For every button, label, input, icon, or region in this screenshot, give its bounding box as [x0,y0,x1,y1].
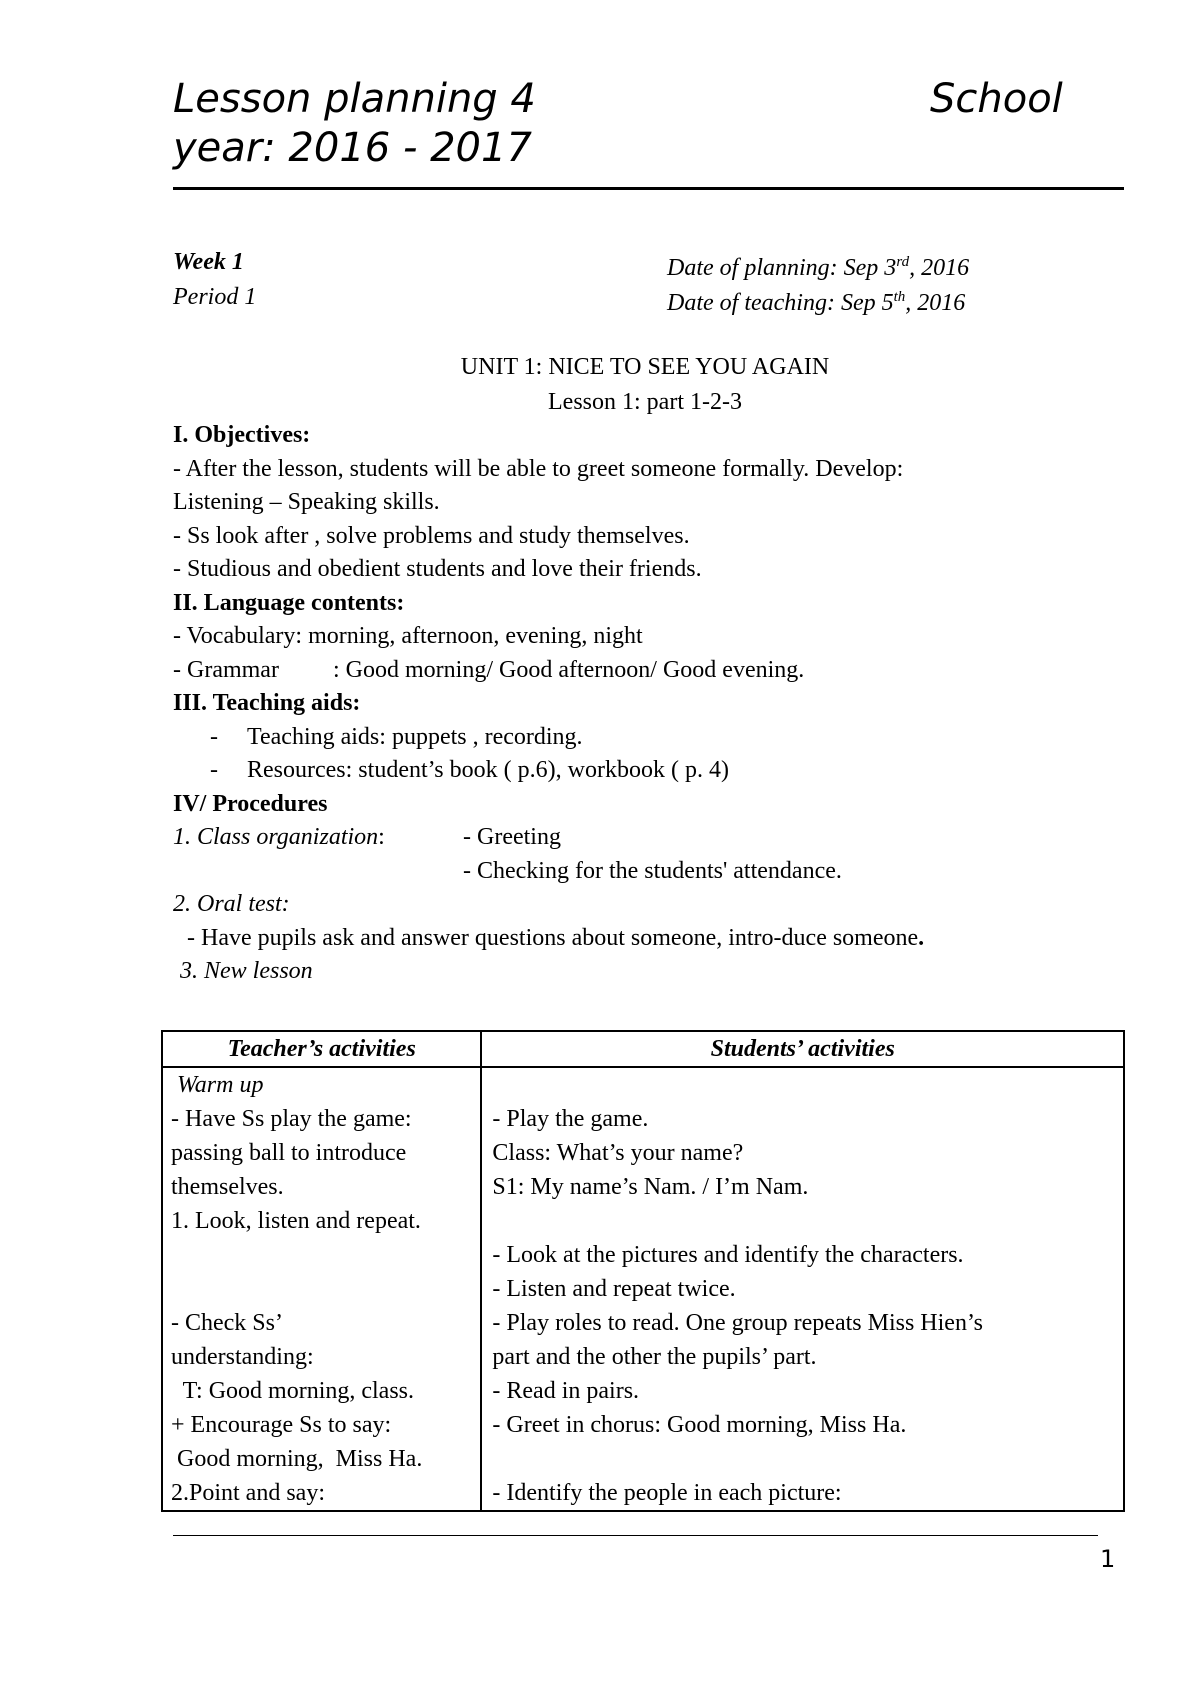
teaching-aid-item: - Teaching aids: puppets , recording. [210,723,583,750]
teacher-line: - Check Ss’ [171,1310,283,1336]
teacher-line: Warm up [171,1072,264,1098]
objective-line: - After the lesson, students will be able to greet someone formally. Develop: [173,455,904,482]
students-activities-cell [481,1067,1124,1511]
teacher-line [171,1272,480,1306]
teacher-activities-cell [162,1067,481,1511]
oral-test-label: 2. Oral test: [173,891,290,917]
activities-table [161,1030,1125,1512]
objective-line: Listening – Speaking skills. [173,489,440,515]
teacher-line: - Have Ss play the game: [171,1106,412,1132]
teacher-line: passing ball to introduce [171,1140,407,1166]
teacher-line: + Encourage Ss to say: [171,1412,392,1438]
table-header-row [162,1031,1124,1067]
objective-line: - Studious and obedient students and love their friends. [173,556,702,582]
student-line: - Look at the pictures and identify the characters. [492,1242,964,1268]
teacher-line: themselves. [171,1174,284,1200]
teacher-line: 2.Point and say: [171,1480,325,1506]
teacher-line [171,1238,480,1272]
school-label: School [930,76,1063,122]
student-line: - Play the game. [492,1106,649,1132]
student-line [492,1068,1123,1102]
lesson-body [173,419,1073,989]
header-divider [173,187,1124,190]
date-of-planning: Date of planning: Sep 3rd, 2016 [667,254,970,281]
teaching-aids-heading: III. Teaching aids: [173,690,361,716]
oral-test-text: - Have pupils ask and answer questions about someone, intro-duce someone. [187,924,925,951]
objectives-heading: I. Objectives: [173,422,311,448]
teacher-activities-header: Teacher’s activities [162,1031,481,1067]
student-line: - Identify the people in each picture: [492,1480,842,1506]
period-label: Period 1 [173,284,257,310]
teacher-line: Good morning, Miss Ha. [171,1446,423,1472]
student-line: part and the other the pupils’ part. [492,1344,817,1370]
teacher-line: T: Good morning, class. [171,1378,415,1404]
footer-divider [173,1535,1098,1536]
student-line: - Play roles to read. One group repeats Miss Hien’s [492,1310,983,1336]
page-number: 1 [1100,1545,1116,1573]
table-row [162,1067,1124,1511]
objective-line: - Ss look after , solve problems and study themselves. [173,522,690,549]
vocabulary-line: - Vocabulary: morning, afternoon, evening, night [173,623,643,649]
document-title: Lesson planning 4 [173,76,536,122]
class-organization: 1. Class organization: - Greeting [173,824,561,850]
teacher-line: understanding: [171,1344,314,1370]
week-label: Week 1 [173,249,244,275]
lesson-title: Lesson 1: part 1-2-3 [548,389,742,415]
student-line: Class: What’s your name? [492,1140,744,1166]
grammar-line: - Grammar : Good morning/ Good afternoon/ Good evening. [173,656,805,683]
date-of-teaching: Date of teaching: Sep 5th, 2016 [667,289,966,316]
student-line: - Read in pairs. [492,1378,640,1404]
student-line: - Listen and repeat twice. [492,1276,736,1302]
students-activities-header: Students’ activities [481,1031,1124,1067]
new-lesson-label: 3. New lesson [180,958,313,984]
attendance-line: - Checking for the students' attendance. [463,857,842,884]
language-heading: II. Language contents: [173,589,405,616]
school-year: year: 2016 - 2017 [173,125,532,171]
teaching-aid-item: - Resources: student’s book ( p.6), workbook ( p. 4) [210,757,729,783]
student-line: S1: My name’s Nam. / I’m Nam. [492,1174,809,1200]
student-line [492,1204,1123,1238]
procedures-heading: IV/ Procedures [173,790,328,817]
teacher-line: 1. Look, listen and repeat. [171,1208,421,1234]
student-line [492,1442,1123,1476]
student-line: - Greet in chorus: Good morning, Miss Ha. [492,1412,907,1438]
unit-title: UNIT 1: NICE TO SEE YOU AGAIN [460,354,830,380]
